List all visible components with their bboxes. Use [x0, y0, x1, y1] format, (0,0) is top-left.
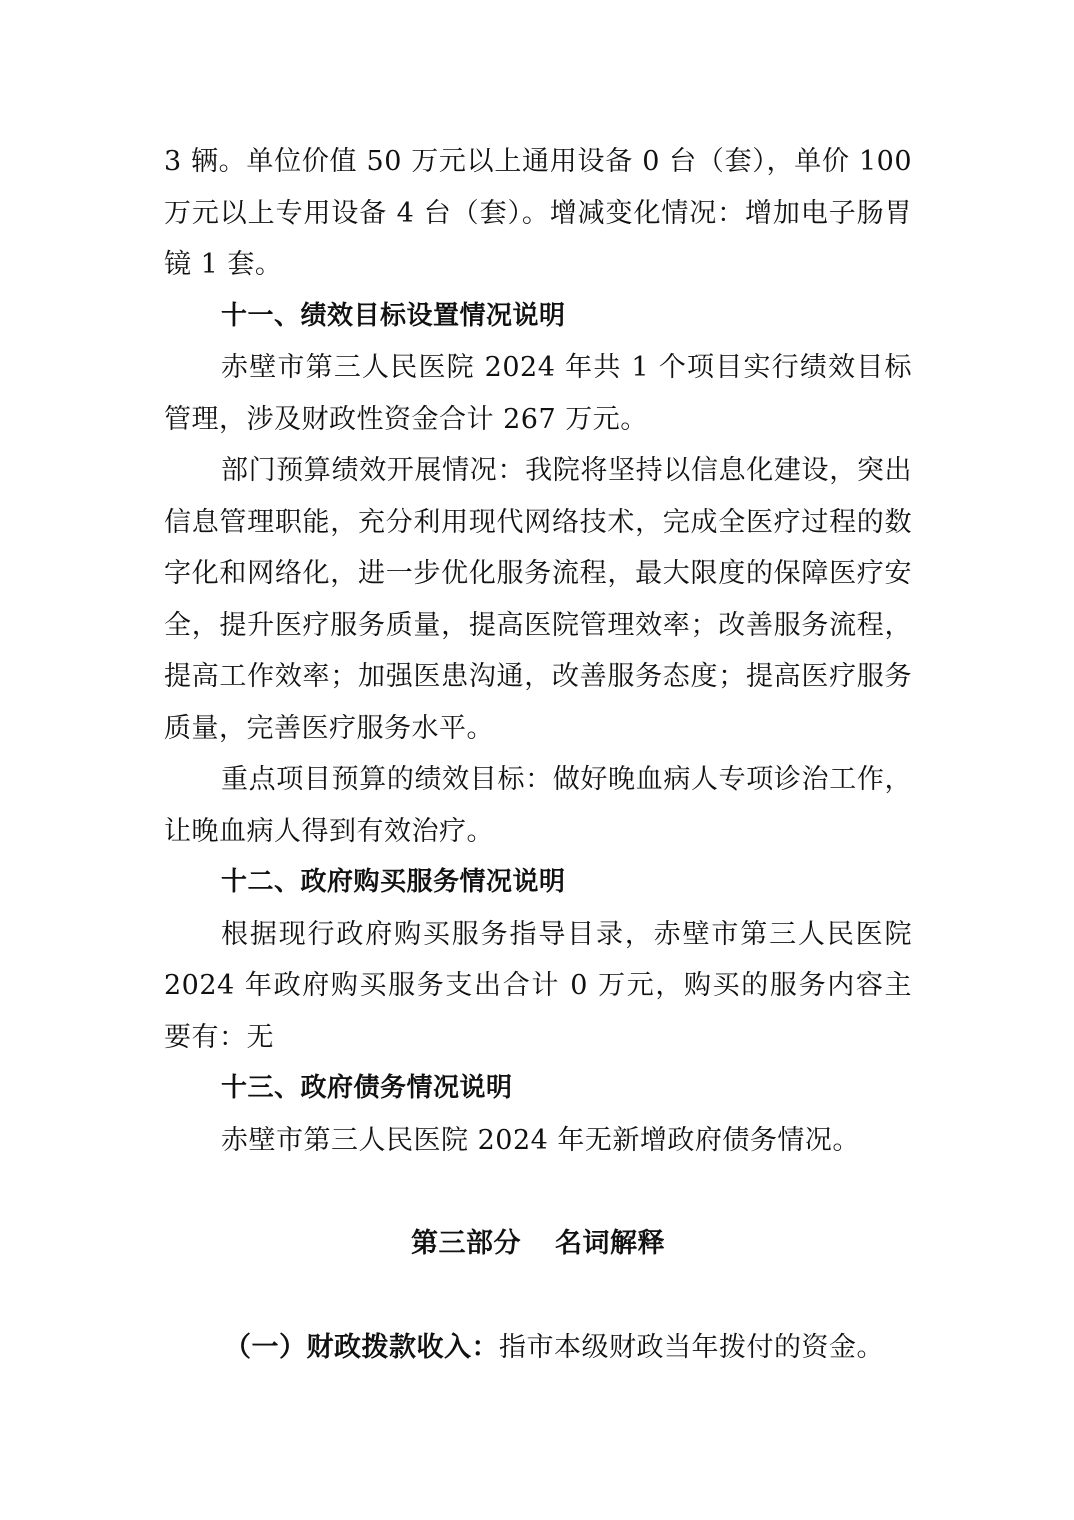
- heading-performance-goals: 十一、绩效目标设置情况说明: [221, 300, 566, 331]
- term-definition: [164, 1322, 912, 1374]
- part-title-number: 第三部分: [411, 1228, 521, 1259]
- part-title-name: 名词解释: [555, 1228, 665, 1259]
- paragraph-assets: 3 辆。单位价值 50 万元以上通用设备 0 台（套），单价 100 万元以上专用设备 4 台（套）。增减变化情况：增加电子肠胃镜 1 套。: [164, 146, 912, 280]
- part-title: [164, 1218, 912, 1270]
- paragraph-performance-projects: 赤壁市第三人民医院 2024 年共 1 个项目实行绩效目标管理，涉及财政性资金合计 267 万元。: [164, 352, 912, 435]
- document-page: [164, 136, 912, 1373]
- paragraph-debt: 赤壁市第三人民医院 2024 年无新增政府债务情况。: [221, 1124, 860, 1156]
- paragraph-procurement: 根据现行政府购买服务指导目录，赤壁市第三人民医院 2024 年政府购买服务支出合计 0 万元，购买的服务内容主要有：无: [164, 918, 912, 1053]
- heading-government-procurement: 十二、政府购买服务情况说明: [221, 867, 566, 897]
- term-label: （一）财政拨款收入：: [224, 1331, 499, 1363]
- heading-government-debt: 十三、政府债务情况说明: [221, 1073, 513, 1103]
- paragraph-performance-status: 部门预算绩效开展情况：我院将坚持以信息化建设，突出信息管理职能，充分利用现代网络技术，完成全医疗过程的数字化和网络化，进一步优化服务流程，最大限度的保障医疗安全，提升医疗服务质量，提高医院管理效率；改善服务流程，提高工作效率；加强医患沟通，改善服务态度；提高医疗服务质量，完善医疗服务水平。: [164, 455, 912, 744]
- term-text: 指市本级财政当年拨付的资金。: [499, 1331, 884, 1363]
- paragraph-key-project-goal: 重点项目预算的绩效目标：做好晚血病人专项诊治工作，让晚血病人得到有效治疗。: [164, 764, 912, 847]
